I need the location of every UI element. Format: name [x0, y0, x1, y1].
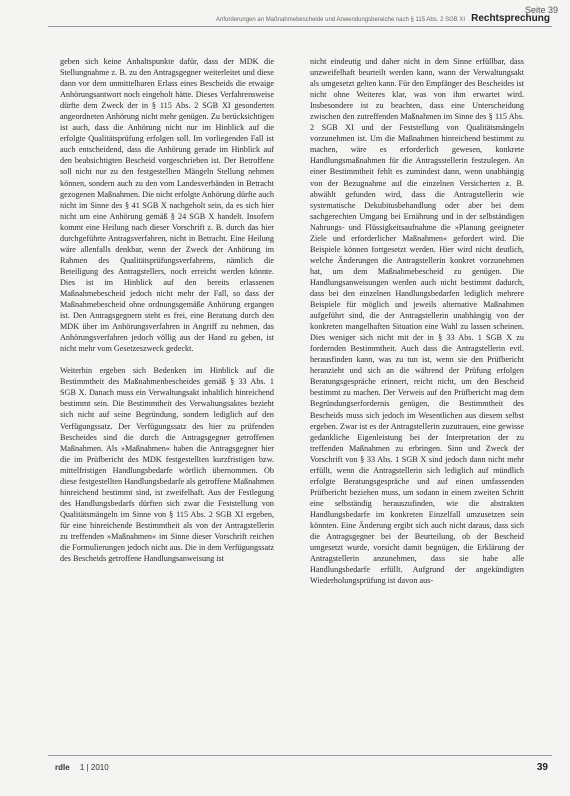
running-head — [216, 13, 550, 24]
running-title: Anforderungen an Maßnahmebescheide und Anwendungsbereiche nach § 115 Abs. 2 SGB XI — [216, 17, 466, 23]
section-name: Rechtsprechung — [471, 13, 550, 24]
page-number: 39 — [536, 762, 548, 773]
journal-issue: 1 | 2010 — [79, 763, 109, 772]
journal-brand: rdle — [55, 763, 70, 772]
paragraph: geben sich keine Anhaltspunkte dafür, dass der MDK die Stellungnahme z. B. zu den Antragsgegner weiterleitet und diese dann vor dem unmittelbaren Erlass eines Bescheids die etwaige Anhörungsantwort noch eingeholt hätte. Dieses Verfahrensweise dürfte dem Zweck der in § 115 Abs. 2 SGB XI gesonderten angeordneten Anhörung nicht mehr genügen. Zu berücksichtigen ist auch, dass die Anhörung nicht nur im Hinblick auf die erfolgte Qualitätsprüfung erfolgen soll. Im vorliegenden Fall ist auch entscheidend, dass die Anhörung gerade im Hinblick auf den beabsichtigten Bescheid vorgeschrieben ist. Der Betroffene soll nicht nur zu den festgestellten Mängeln Stellung nehmen können, sondern auch zu den vom Landesverbänden in Betracht gezogenen Maßnahmen. Die nicht erfolgte Anhörung dürfte auch nicht im Sinne des § 41 SGB X nachgeholt sein, da es sich hier nicht um eine Anhörung gemäß § 24 SGB X handelt. Insofern kommt eine Heilung nach dieser Vorschrift z. B. durch das hier durchgeführte Antragsverfahren, nicht in Betracht. Eine Heilung wäre allenfalls denkbar, wenn der Zweck der Anhörung im Rahmen des Qualitätsprüfungsverfahrens, nämlich die Beteiligung des Antragstellers, noch erreicht werden könnte. Dies ist im Hinblick auf den bereits erlassenen Maßnahmebescheid jedoch nicht mehr der Fall, so dass der Maßnahmebescheid ohne ordnungsgemäße Anhörung ergangen ist. Den Antragsgegnern steht es frei, eine Beratung durch den MDK über im Anhörungsverfahren in Angriff zu nehmen, das Anhörungsverfahren jedoch völlig aus der Hand zu geben, ist nicht mehr vom Gesetzeszweck gedeckt. — [60, 57, 274, 354]
left-column — [60, 56, 274, 575]
header-divider — [48, 26, 552, 27]
right-column — [310, 56, 524, 597]
section-tab: Seite 39 — [524, 5, 558, 15]
footer-journal — [55, 763, 109, 772]
footer-divider — [48, 755, 552, 756]
paragraph: nicht eindeutig und daher nicht in dem Sinne erfüllbar, dass unzweifelhaft beurteilt werden kann, wann der Verwaltungsakt als umgesetzt gelten kann. Für den Empfänger des Bescheides ist nicht ohne Weiteres klar, was von ihm erwartet wird. Insbesondere ist zu beachten, dass eine Unterscheidung zwischen den zutreffenden Maßnahmen im Sinne des § 115 Abs. 2 SGB XI und der Feststellung von Qualitätsmängeln vorzunehmen ist. Um die Maßnahmen hinreichend bestimmt zu machen, wäre es erforderlich gewesen, konkrete Handlungsmaßnahmen für die Antragsstellerin festzulegen. An einer Bestimmtheit fehlt es zumindest dann, wenn unabhängig von der Bezugnahme auf die einzelnen Versicherten z. B. abwählt gefunden wird, dass die Antragstellerin wie systematische Dekubitusbehandlung oder aber bei dem sachgerechten Umgang bei Ernährung und in der selbständigen Nahrungs- und Flüssigkeitsaufnahme die »Planung geeigneter Ziele und erforderlicher Maßnahmen« gefordert wird. Die Beispiele können fortgesetzt werden. Hier wird nicht deutlich, welche Änderungen die Antragstellerin konkret vorzunehmen hat, um dem Maßnahmebescheid zu genügen. Die Handlungsanweisungen werden auch nicht bestimmt dadurch, dass bei den einzelnen Handlungsbedarfen lediglich mehrere Beispiele für möglich und jeweils alternative Maßnahmen aufgeführt sind, die der Antragstellerin unabhängig von der konkreten mangelhaften Situation eine Wahl zu lassen scheinen. Dies weniger sich nicht mit der in § 33 Abs. 1 SGB X zu fordernden Bestimmtheit. Auch dass die Antragstellerin evtl. herausfinden kann, was zu tun ist, wenn sie den Prüfbericht heranzieht und sich an die während der Prüfung erfolgen Beratungsgespräche erinnert, reicht nicht, um den Bescheid bestimmt zu machen. Der Verweis auf den Prüfbericht mag dem Begründungserfordernis genügen, die Bestimmtheit des Bescheids muss sich jedoch im Wesentlichen aus diesem selbst ergeben. Zwar ist es der Antragstellerin zuzutrauen, eine gewisse gedankliche Eigenleistung bei der Interpretation der zu treffenden Maßnahmen zu erbringen. Sinn und Zweck der Vorschrift von § 33 Abs. 1 SGB X sind jedoch dann nicht mehr erfüllt, wenn die Antragstellerin sich lediglich auf mündlich erfolgte Beratungsgespräche und auf einen umfassenden Prüfbericht beziehen muss, um sodann in einem zweiten Schritt eine selbständig herauszufinden, wie die abstrakten Handlungsbedarfe im konkreten Einzelfall umzusetzen sein könnten. Eine Änderung ergibt sich auch nicht daraus, dass sich die Antragsgegner bei der Beurteilung, ob der Bescheid umgesetzt wurde, vorsicht damit begnügen, die Erklärung der Antragstellerin anzunehmen, dass sie habe alle Handlungsbedarfe erfüllt. Aufgrund der angekündigten Wiederholungsprüfung ist davon aus- — [310, 57, 524, 586]
paragraph: Weiterhin ergeben sich Bedenken im Hinblick auf die Bestimmtheit des Maßnahmenbescheides gemäß § 33 Abs. 1 SGB X. Danach muss ein Verwaltungsakt inhaltlich hinreichend bestimmt sein. Die Bestimmtheit des Verwaltungsaktes bezieht sich nicht auf seine Begründung, sondern lediglich auf den Verfügungssatz. Der Verfügungssatz des hier zu prüfenden Bescheides sind die durch die Antragsgegner getroffenen Maßnahmen. Als »Maßnahmen« haben die Antragsgegner hier die im Prüfbericht des MDK festgestellten kurzfristigen bzw. mittelfristigen Handlungsbedarfe wörtlich übernommen. Ob diese festgestellten Handlungsbedarfe als getroffene Maßnahmen hinreichend bestimmt sind, ist zweifelhaft. Aus der Festlegung des Handlungsbedarfs dürften sich zwar die Feststellung von Qualitätsmängeln im Sinne von § 115 Abs. 2 SGB XI ergeben, für eine hinreichende Bestimmtheit als von der Antragstellerin zu treffenden »Maßnahmen« im Sinne dieser Vorschrift reichen die Formulierungen jedoch nicht aus. Die in dem Verfügungssatz des Bescheids getroffene Handlungsanweisung ist — [60, 366, 274, 564]
